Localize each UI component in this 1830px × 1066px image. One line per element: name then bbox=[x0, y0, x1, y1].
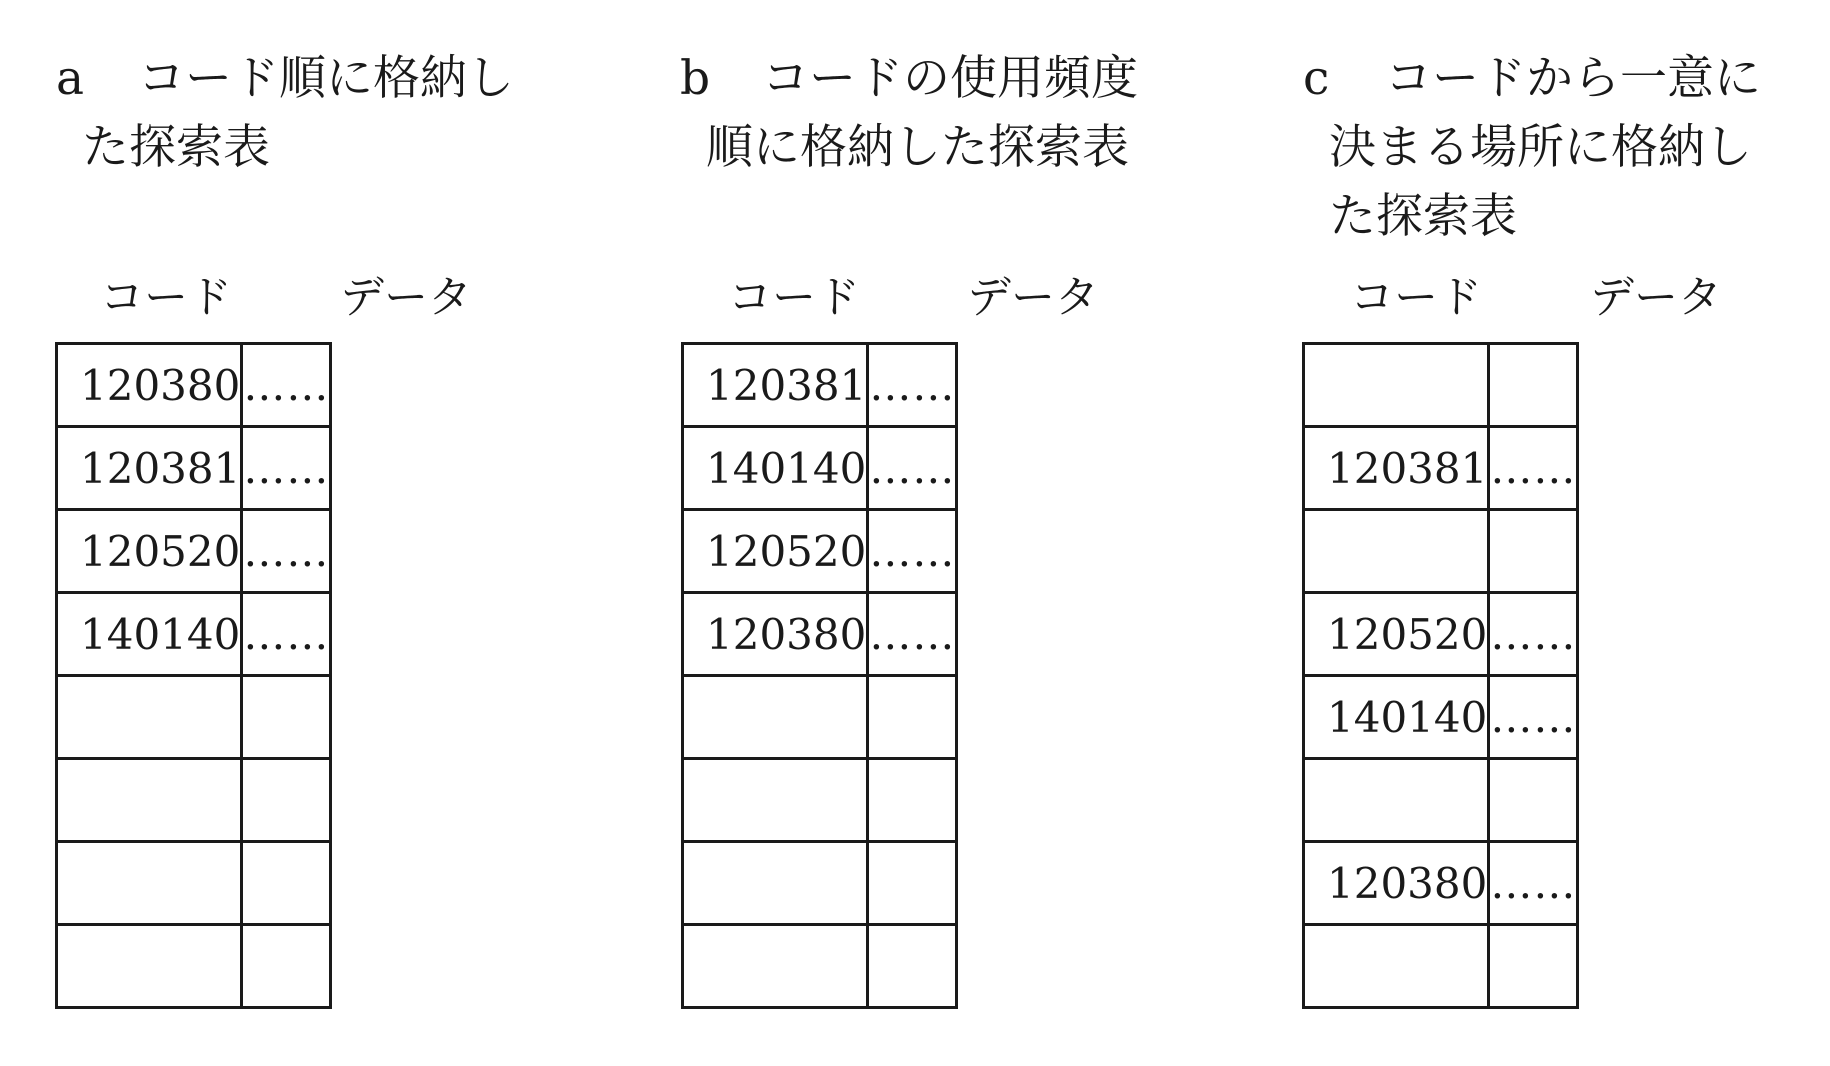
data-cell bbox=[242, 925, 331, 1008]
panel-b-letter: b bbox=[680, 51, 711, 106]
panel-c-title bbox=[1303, 44, 1761, 251]
table-row bbox=[683, 510, 957, 593]
table-row bbox=[1304, 676, 1578, 759]
data-cell: …… bbox=[242, 593, 331, 676]
data-cell bbox=[868, 759, 957, 842]
table-row bbox=[1304, 593, 1578, 676]
data-cell: …… bbox=[868, 427, 957, 510]
panel-c-code-header: コード bbox=[1350, 272, 1482, 323]
panel-a-title-line-1: コード順に格納し bbox=[138, 51, 514, 106]
data-cell: …… bbox=[1489, 427, 1578, 510]
data-cell: …… bbox=[868, 510, 957, 593]
code-cell bbox=[57, 842, 242, 925]
panel-b-title-line-1: コードの使用頻度 bbox=[762, 51, 1138, 106]
data-cell: …… bbox=[1489, 842, 1578, 925]
data-cell: …… bbox=[242, 510, 331, 593]
table-row bbox=[57, 427, 331, 510]
table-row bbox=[683, 925, 957, 1008]
panel-a-table bbox=[55, 342, 332, 1009]
panel-b-title bbox=[680, 44, 1138, 182]
table-row bbox=[57, 925, 331, 1008]
code-cell: 120520 bbox=[57, 510, 242, 593]
code-cell bbox=[1304, 344, 1489, 427]
table-row bbox=[1304, 925, 1578, 1008]
table-row bbox=[683, 344, 957, 427]
table-row bbox=[683, 759, 957, 842]
data-cell bbox=[868, 676, 957, 759]
code-cell: 120380 bbox=[57, 344, 242, 427]
data-cell bbox=[868, 842, 957, 925]
table-row bbox=[1304, 344, 1578, 427]
table-row bbox=[683, 842, 957, 925]
table-row bbox=[1304, 427, 1578, 510]
table-row bbox=[57, 344, 331, 427]
code-cell: 120381 bbox=[1304, 427, 1489, 510]
table-row bbox=[683, 427, 957, 510]
code-cell: 120380 bbox=[683, 593, 868, 676]
code-cell bbox=[1304, 510, 1489, 593]
panel-c-letter: c bbox=[1303, 51, 1330, 106]
code-cell bbox=[683, 842, 868, 925]
data-cell: …… bbox=[242, 344, 331, 427]
panel-b-table bbox=[681, 342, 958, 1009]
data-cell bbox=[868, 925, 957, 1008]
panel-c-table bbox=[1302, 342, 1579, 1009]
panel-b-data-header: データ bbox=[967, 272, 1099, 323]
code-cell bbox=[683, 925, 868, 1008]
data-cell bbox=[242, 842, 331, 925]
table-row bbox=[57, 759, 331, 842]
data-cell bbox=[1489, 344, 1578, 427]
table-row bbox=[1304, 759, 1578, 842]
code-cell: 120381 bbox=[57, 427, 242, 510]
code-cell: 140140 bbox=[683, 427, 868, 510]
code-cell: 120380 bbox=[1304, 842, 1489, 925]
data-cell: …… bbox=[1489, 593, 1578, 676]
table-row bbox=[1304, 842, 1578, 925]
panel-c-title-line-3: た探索表 bbox=[1329, 189, 1517, 244]
code-cell: 120381 bbox=[683, 344, 868, 427]
table-row bbox=[57, 510, 331, 593]
code-cell: 140140 bbox=[1304, 676, 1489, 759]
data-cell bbox=[1489, 510, 1578, 593]
code-cell: 120520 bbox=[1304, 593, 1489, 676]
data-cell bbox=[242, 759, 331, 842]
code-cell: 120520 bbox=[683, 510, 868, 593]
code-cell bbox=[57, 759, 242, 842]
panel-a-code-header: コード bbox=[100, 272, 232, 323]
data-cell bbox=[242, 676, 331, 759]
code-cell bbox=[683, 676, 868, 759]
data-cell: …… bbox=[868, 344, 957, 427]
panel-a-letter: a bbox=[56, 51, 85, 106]
code-cell: 140140 bbox=[57, 593, 242, 676]
code-cell bbox=[683, 759, 868, 842]
panel-a-data-header: データ bbox=[340, 272, 472, 323]
panel-a-title bbox=[56, 44, 514, 182]
data-cell bbox=[1489, 759, 1578, 842]
panel-c-title-line-1: コードから一意に bbox=[1385, 51, 1761, 106]
code-cell bbox=[57, 676, 242, 759]
table-row bbox=[1304, 510, 1578, 593]
panel-b-title-line-2: 順に格納した探索表 bbox=[706, 120, 1129, 175]
panel-c-data-header: データ bbox=[1590, 272, 1722, 323]
data-cell: …… bbox=[1489, 676, 1578, 759]
data-cell: …… bbox=[242, 427, 331, 510]
panel-b-code-header: コード bbox=[728, 272, 860, 323]
table-row bbox=[57, 593, 331, 676]
data-cell: …… bbox=[868, 593, 957, 676]
panel-c-title-line-2: 決まる場所に格納し bbox=[1329, 120, 1752, 175]
table-row bbox=[683, 676, 957, 759]
table-row bbox=[57, 842, 331, 925]
code-cell bbox=[1304, 759, 1489, 842]
data-cell bbox=[1489, 925, 1578, 1008]
code-cell bbox=[1304, 925, 1489, 1008]
table-row bbox=[683, 593, 957, 676]
table-row bbox=[57, 676, 331, 759]
panel-a-title-line-2: た探索表 bbox=[82, 120, 270, 175]
code-cell bbox=[57, 925, 242, 1008]
